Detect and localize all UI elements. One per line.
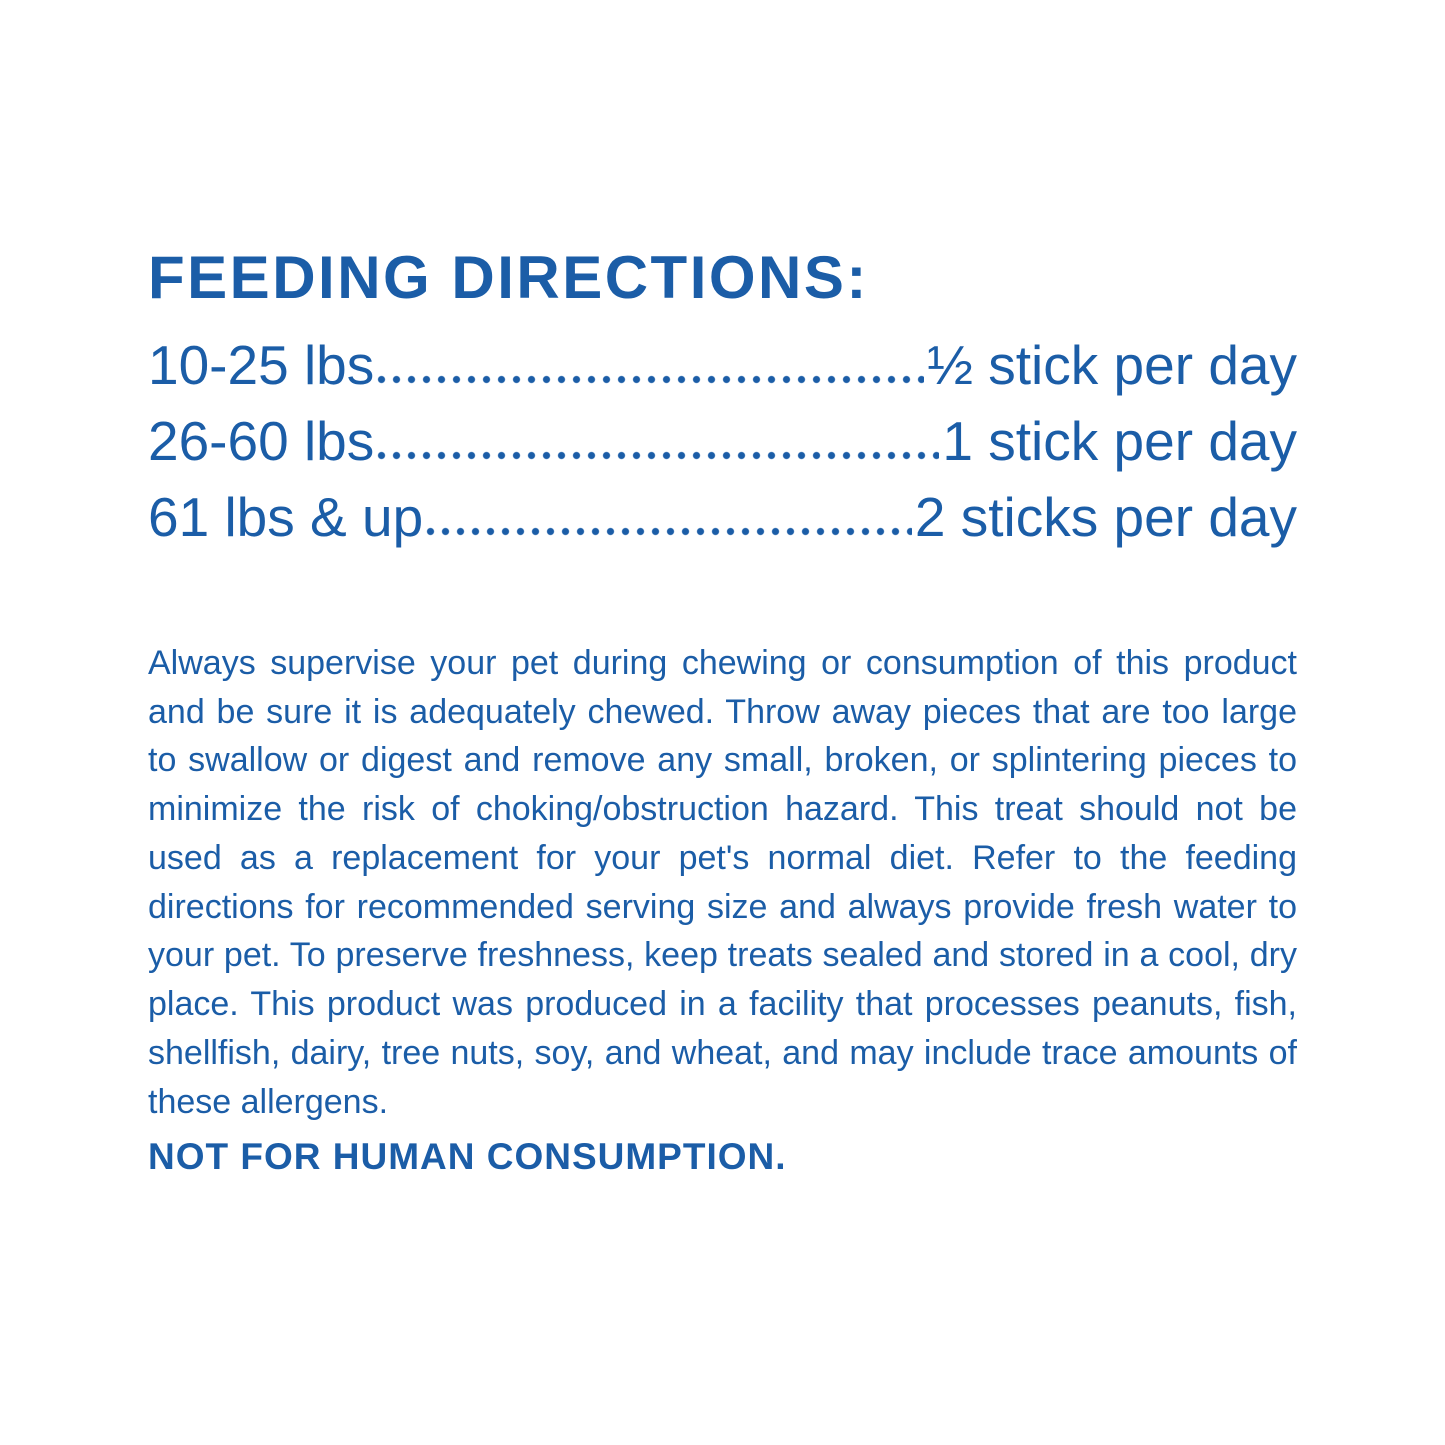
dot-leader bbox=[426, 527, 912, 536]
feeding-row-small-dogs bbox=[148, 327, 1297, 403]
dot-leader bbox=[377, 375, 924, 384]
serving-amount: 1 stick per day bbox=[942, 409, 1297, 472]
dot-leader bbox=[377, 451, 939, 460]
weight-range: 61 lbs & up bbox=[148, 485, 424, 548]
feeding-directions-heading: FEEDING DIRECTIONS: bbox=[148, 244, 869, 311]
not-for-human-consumption-warning: NOT FOR HUMAN CONSUMPTION. bbox=[148, 1135, 787, 1177]
supervision-instructions-paragraph: Always supervise your pet during chewing or consumption of this product and be sure it is adequately chewed. Throw away pieces that are too large to swallow or digest and remove any small, broken, or splintering pieces to minimize the risk of choking/obstruction hazard. This treat should not be used as a replacement for your pet's normal diet. Refer to the feeding directions for recommended serving size and always provide fresh water to your pet. To preserve freshness, keep treats sealed and stored in a cool, dry place. This product was produced in a facility that processes peanuts, fish, shellfish, dairy, tree nuts, soy, and wheat, and may include trace amounts of these allergens. bbox=[148, 643, 1297, 1121]
feeding-directions-table bbox=[148, 327, 1297, 555]
serving-amount: ½ stick per day bbox=[927, 333, 1297, 396]
feeding-row-medium-dogs bbox=[148, 403, 1297, 479]
weight-range: 10-25 lbs bbox=[148, 333, 375, 396]
feeding-row-large-dogs bbox=[148, 479, 1297, 555]
serving-amount: 2 sticks per day bbox=[914, 485, 1297, 548]
weight-range: 26-60 lbs bbox=[148, 409, 375, 472]
